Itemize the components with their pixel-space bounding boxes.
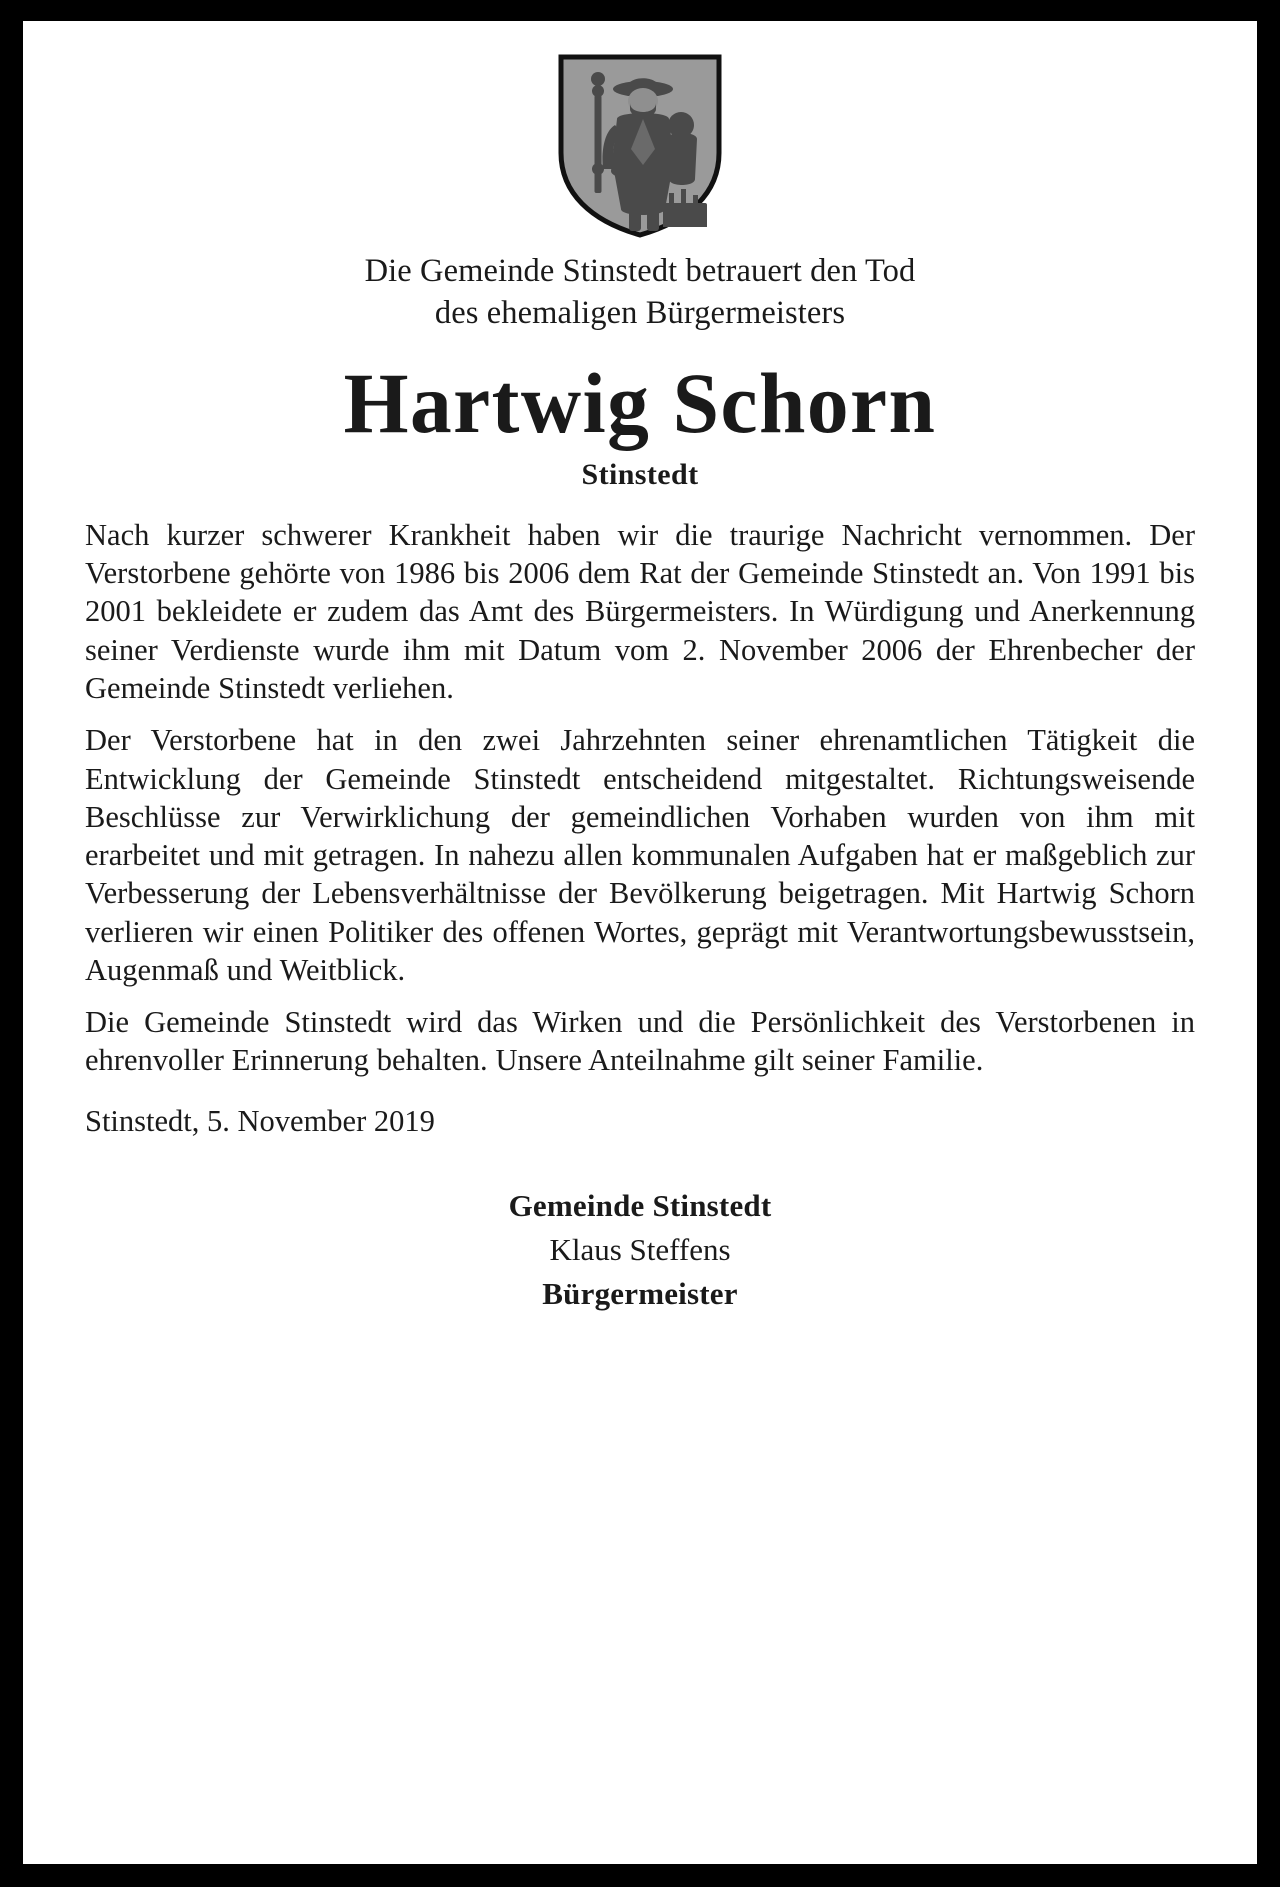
deceased-place: Stinstedt <box>581 457 699 491</box>
stinstedt-coat-of-arms-icon <box>557 53 723 239</box>
lede-line-1: Die Gemeinde Stinstedt betrauert den Tod <box>364 253 916 289</box>
signature-person: Klaus Steffens <box>549 1231 731 1267</box>
deceased-name: Hartwig Schorn <box>343 355 937 452</box>
crest-container <box>85 53 1195 239</box>
signature-organisation: Gemeinde Stinstedt <box>508 1187 772 1223</box>
body-paragraph: Nach kurzer schwerer Krankheit haben wir die traurige Nachricht vernommen. Der Verstorbene gehörte von 1986 bis 2006 dem Rat der Gemeinde Stinstedt an. Von 1991 bis 2001 bekleidete er zudem das Amt des Bürgermeisters. In Würdigung und Anerkennung seiner Verdienste wurde ihm mit Datum vom 2. November 2006 der Ehrenbecher der Gemeinde Stinstedt verliehen. <box>85 517 1195 705</box>
lede-line-2: des ehemaligen Bürgermeisters <box>434 294 846 331</box>
signature-role: Bürgermeister <box>542 1275 738 1311</box>
notice-body <box>85 516 1195 1080</box>
death-notice-card <box>20 18 1260 1867</box>
signature-block <box>85 1184 1195 1316</box>
notice-lede <box>85 251 1195 334</box>
place-and-date: Stinstedt, 5. November 2019 <box>85 1103 435 1138</box>
body-paragraph: Der Verstorbene hat in den zwei Jahrzehnten seiner ehrenamtlichen Tätigkeit die Entwicklung der Gemeinde Stinstedt entscheidend mitgestaltet. Richtungsweisende Beschlüsse zur Verwirklichung der gemeindlichen Vorhaben wurden von ihm mit erarbeitet und mit getragen. In nahezu allen kommunalen Aufgaben hat er maßgeblich zur Verbesserung der Lebensverhältnisse der Bevölkerung beigetragen. Mit Hartwig Schorn verlieren wir einen Politiker des offenen Wortes, geprägt mit Verantwortungsbewusstsein, Augenmaß und Weitblick. <box>85 723 1195 987</box>
body-paragraph: Die Gemeinde Stinstedt wird das Wirken und die Persönlichkeit des Verstorbenen in ehrenvoller Erinnerung behalten. Unsere Anteilnahme gilt seiner Familie. <box>85 1005 1195 1078</box>
